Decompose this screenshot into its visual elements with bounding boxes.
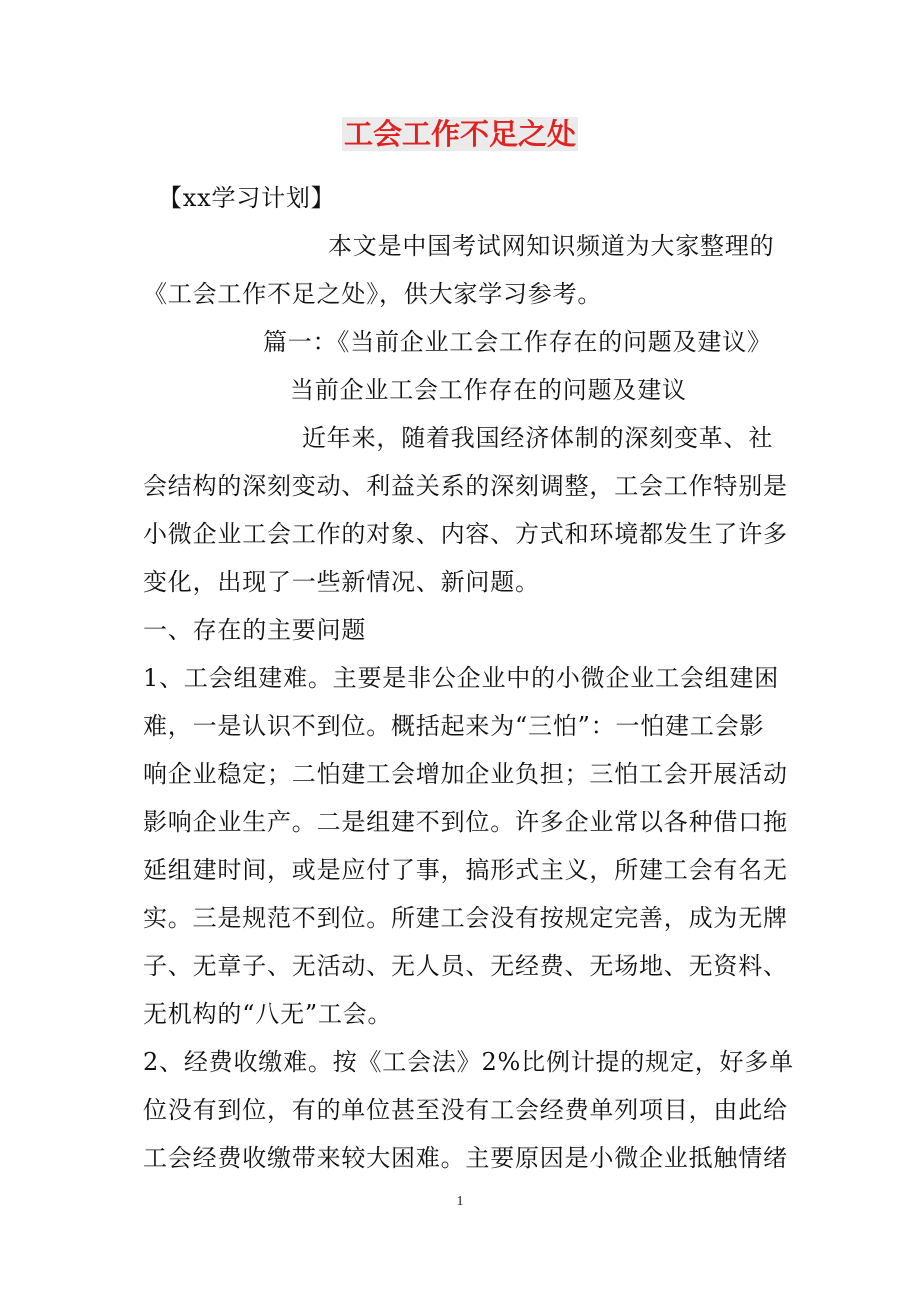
text-line: 响企业稳定；二怕建工会增加企业负担；三怕工会开展活动 xyxy=(143,760,788,788)
text-line: 小微企业工会工作的对象、内容、方式和环境都发生了许多 xyxy=(143,520,788,548)
text-line: 延组建时间，或是应付了事，搞形式主义，所建工会有名无 xyxy=(143,856,788,884)
text-line: 当前企业工会工作存在的问题及建议 xyxy=(290,376,687,404)
text-line: 篇一：《当前企业工会工作存在的问题及建议》 xyxy=(263,328,772,356)
text-line: 2、经费收缴难。按《工会法》2%比例计提的规定，好多单 xyxy=(143,1048,794,1076)
page-number: 1 xyxy=(456,1194,464,1209)
text-line: 近年来，随着我国经济体制的深刻变革、社 xyxy=(302,424,774,452)
document-title-text: 工会工作不足之处 xyxy=(343,117,576,151)
text-line: 影响企业生产。二是组建不到位。许多企业常以各种借口拖 xyxy=(143,808,788,836)
text-line: 位没有到位，有的单位甚至没有工会经费单列项目，由此给 xyxy=(143,1096,788,1124)
text-line: 《工会工作不足之处》，供大家学习参考。 xyxy=(143,280,603,308)
text-line: 工会经费收缴带来较大困难。主要原因是小微企业抵触情绪 xyxy=(143,1144,788,1172)
text-line: 变化，出现了一些新情况、新问题。 xyxy=(143,568,540,596)
text-line: 实。三是规范不到位。所建工会没有按规定完善，成为无牌 xyxy=(143,904,788,932)
text-line: 无机构的“八无”工会。 xyxy=(143,1000,393,1028)
text-line: 会结构的深刻变动、利益关系的深刻调整，工会工作特别是 xyxy=(143,472,788,500)
text-line: 1、工会组建难。主要是非公企业中的小微企业工会组建困 xyxy=(143,664,780,692)
document-title xyxy=(0,112,920,156)
text-line: 子、无章子、无活动、无人员、无经费、无场地、无资料、 xyxy=(143,952,788,980)
text-line: 难，一是认识不到位。概括起来为“三怕”：一怕建工会影 xyxy=(143,712,765,740)
text-line: 【xx学习计划】 xyxy=(158,184,336,212)
text-line: 本文是中国考试网知识频道为大家整理的 xyxy=(328,232,775,260)
text-line: 一、存在的主要问题 xyxy=(143,616,367,644)
